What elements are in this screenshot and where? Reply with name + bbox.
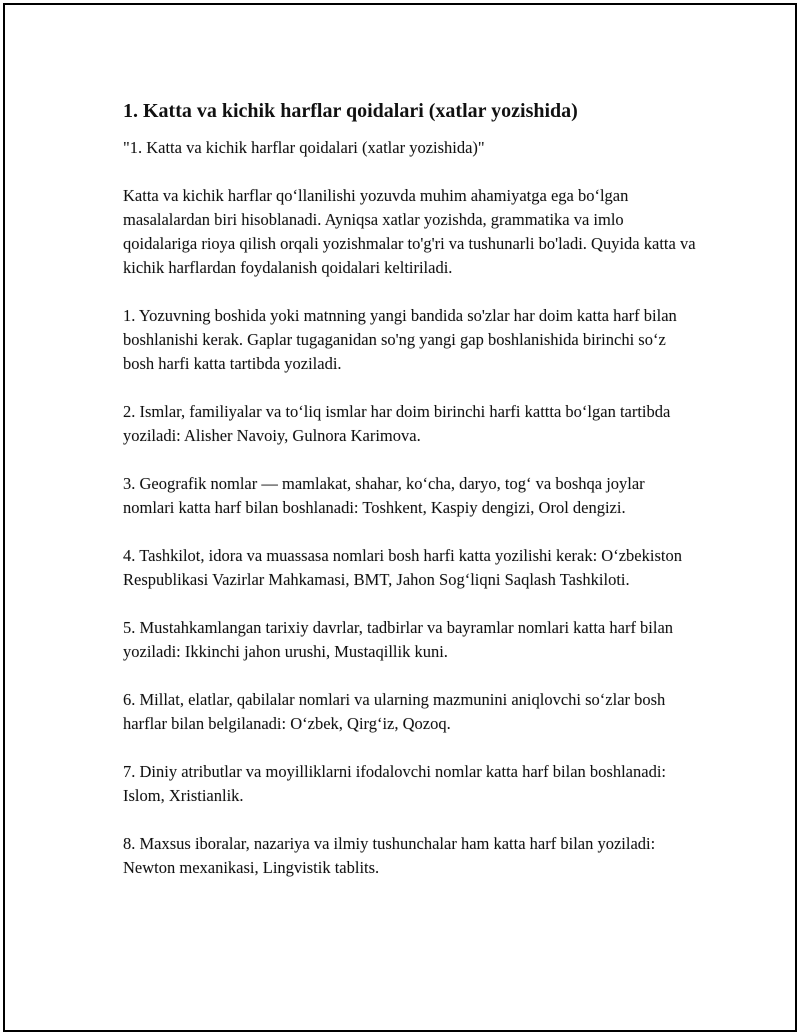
rule-2-paragraph: 2. Ismlar, familiyalar va to‘liq ismlar har doim birinchi harfi kattta bo‘lgan tartibda yoziladi: Alisher Navoiy, Gulnora Karimova. — [123, 402, 671, 445]
rule-7-paragraph: 7. Diniy atributlar va moyilliklarni ifodalovchi nomlar katta harf bilan boshlanadi: Islom, Xristianlik. — [123, 762, 666, 805]
rule-3-paragraph: 3. Geografik nomlar — mamlakat, shahar, ko‘cha, daryo, tog‘ va boshqa joylar nomlari katta harf bilan boshlanadi: Toshkent, Kaspiy dengizi, Orol dengizi. — [123, 474, 645, 517]
quoted-title-paragraph: "1. Katta va kichik harflar qoidalari (xatlar yozishida)" — [123, 138, 485, 157]
rule-4-paragraph: 4. Tashkilot, idora va muassasa nomlari bosh harfi katta yozilishi kerak: O‘zbekiston Respublikasi Vazirlar Mahkamasi, BMT, Jahon Sog‘liqni Saqlash Tashkiloti. — [123, 546, 682, 589]
rule-1-paragraph: 1. Yozuvning boshida yoki matnning yangi bandida so'zlar har doim katta harf bilan boshlanishi kerak. Gaplar tugaganidan so'ng yangi gap boshlanishida birinchi so‘z bosh harfi katta tartibda yoziladi. — [123, 306, 677, 373]
document-title: 1. Katta va kichik harflar qoidalari (xatlar yozishida) — [123, 100, 578, 122]
rule-5-paragraph: 5. Mustahkamlangan tarixiy davrlar, tadbirlar va bayramlar nomlari katta harf bilan yoziladi: Ikkinchi jahon urushi, Mustaqillik kuni. — [123, 618, 674, 661]
intro-paragraph: Katta va kichik harflar qo‘llanilishi yozuvda muhim ahamiyatga ega bo‘lgan masalalardan biri hisoblanadi. Ayniqsa xatlar yozishda, grammatika va imlo qoidalariga rioya qilish orqali yozishmalar to'g'ri va tushunarli bo'ladi. Quyida katta va kichik harflardan foydalanish qoidalari keltiriladi. — [123, 186, 696, 277]
document-body — [120, 97, 700, 904]
rule-6-paragraph: 6. Millat, elatlar, qabilalar nomlari va ularning mazmunini aniqlovchi so‘zlar bosh harflar bilan belgilanadi: O‘zbek, Qirg‘iz, Qozoq. — [123, 690, 666, 733]
rule-8-paragraph: 8. Maxsus iboralar, nazariya va ilmiy tushunchalar ham katta harf bilan yoziladi: Newton mexanikasi, Lingvistik tablits. — [123, 834, 656, 877]
page-frame — [3, 3, 797, 1032]
